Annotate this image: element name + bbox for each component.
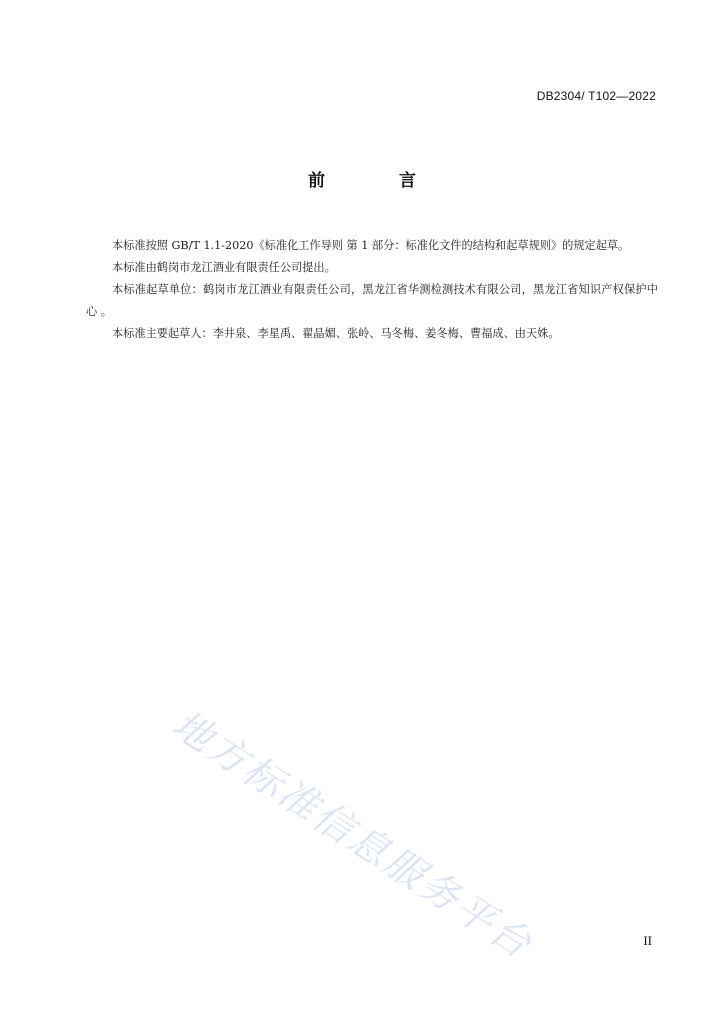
paragraph-drafting-basis: 本标准按照 GB/T 1.1-2020《标准化工作导则 第 1 部分：标准化文件的结构和起草规则》的规定起草。: [112, 239, 630, 252]
watermark: 地方标准信息服务平台: [163, 702, 541, 969]
paragraph-main-drafters: 本标准主要起草人：李井泉、李星禹、翟晶媚、张岭、马冬梅、姜冬梅、曹福成、由天姝。: [112, 327, 560, 340]
document-code: DB2304/ T102—2022: [536, 89, 656, 103]
paragraph-drafting-units: 本标准起草单位：鹤岗市龙江酒业有限责任公司，黑龙江省华测检测技术有限公司，黑龙江省知识产权保护中心 。: [86, 283, 658, 318]
page-number: II: [643, 933, 652, 948]
page-title: 前 言: [308, 171, 450, 191]
document-body: [86, 235, 658, 345]
paragraph-proposer: 本标准由鹤岗市龙江酒业有限责任公司提出。: [112, 261, 336, 274]
